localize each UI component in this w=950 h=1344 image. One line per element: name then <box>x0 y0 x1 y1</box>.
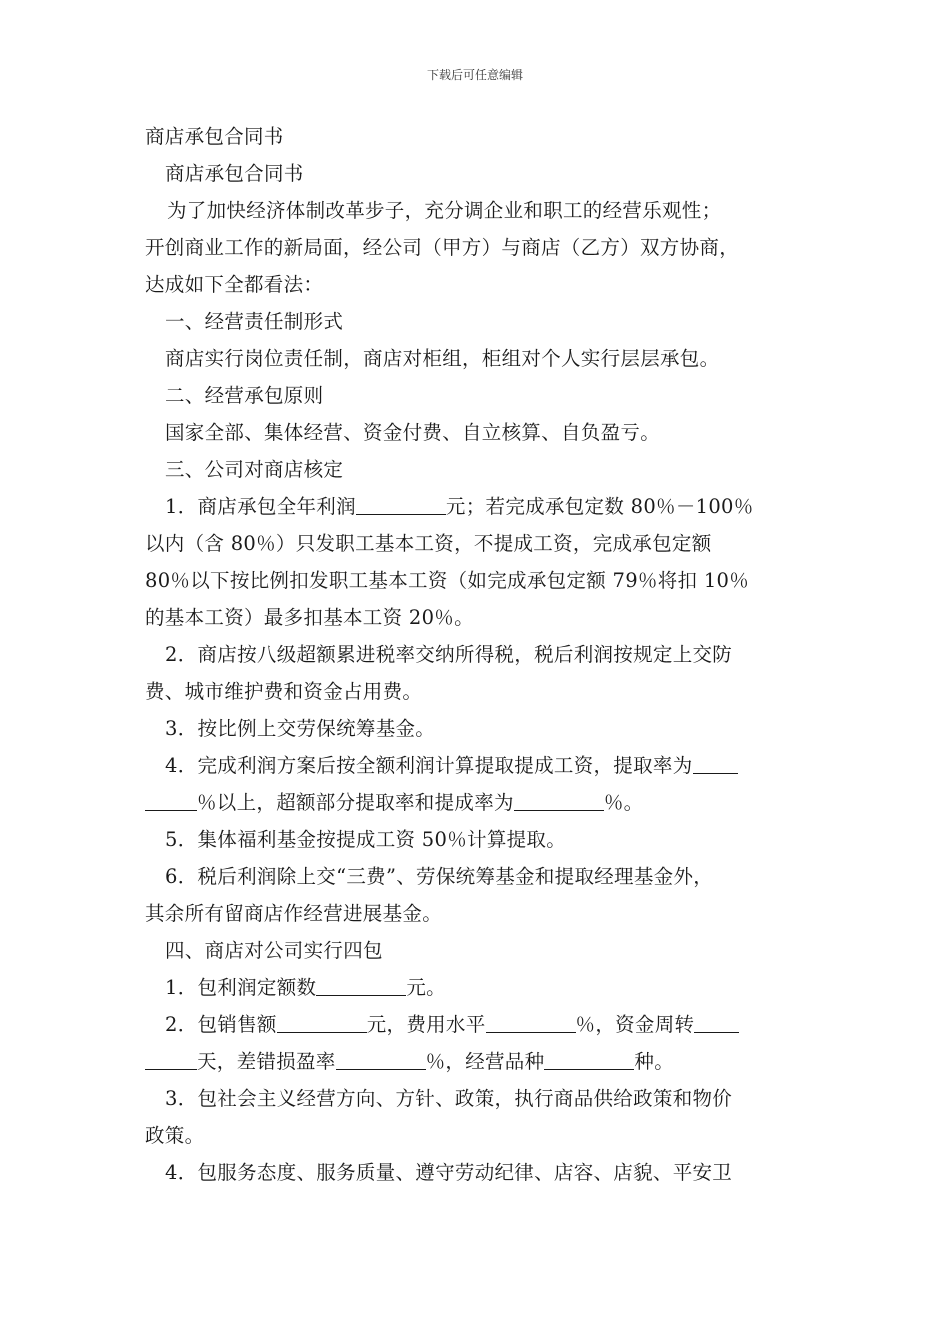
s3-item-1-text-a: 1．商店承包全年利润 <box>165 495 356 518</box>
s3-item-4-line-2 <box>145 784 825 821</box>
s4-item-2-text-d: 天，差错损盈率 <box>197 1050 336 1073</box>
s3-item-4-text-b: ％以上，超额部分提取率和提成率为 <box>197 791 514 814</box>
page-header: 下载后可任意编辑 <box>426 68 523 82</box>
intro-line-1: 为了加快经济体制改革步子，充分调企业和职工的经营乐观性； <box>167 199 722 222</box>
s4-item-2-text-e: ％，经营品种 <box>425 1050 545 1073</box>
intro-line-2: 开创商业工作的新局面，经公司（甲方）与商店（乙方）双方协商， <box>145 236 740 259</box>
s3-item-4-line-1 <box>145 747 825 784</box>
document-subtitle: 商店承包合同书 <box>165 162 304 185</box>
s4-item-1 <box>145 969 825 1006</box>
s4-item-2-line-2 <box>145 1043 825 1080</box>
fill-in-blank <box>544 1047 634 1070</box>
section-4-heading: 四、商店对公司实行四包 <box>165 939 383 962</box>
fill-in-blank <box>316 973 406 996</box>
s3-item-1-line-1 <box>145 488 825 525</box>
s3-item-1-text-b: 元；若完成承包定数 80％－100％ <box>445 495 754 518</box>
section-3-heading: 三、公司对商店核定 <box>165 458 344 481</box>
s4-item-2-line-1 <box>145 1006 825 1043</box>
fill-in-blank <box>694 1010 739 1033</box>
section-2-text: 国家全部、集体经营、资金付费、自立核算、自负盈亏。 <box>165 421 661 444</box>
s3-item-3: 3．按比例上交劳保统筹基金。 <box>165 717 436 740</box>
section-1-text: 商店实行岗位责任制，商店对柜组，柜组对个人实行层层承包。 <box>165 347 720 370</box>
s3-item-1-line-2: 以内（含 80％）只发职工基本工资，不提成工资，完成承包定额 <box>145 532 712 555</box>
s3-item-2-line-2: 费、城市维护费和资金占用费。 <box>145 680 423 703</box>
section-2-heading: 二、经营承包原则 <box>165 384 324 407</box>
s4-item-2-text-a: 2．包销售额 <box>165 1013 277 1036</box>
s4-item-3-line-1: 3．包社会主义经营方向、方针、政策，执行商品供给政策和物价 <box>165 1087 733 1110</box>
s3-item-5: 5．集体福利基金按提成工资 50％计算提取。 <box>165 828 567 851</box>
s4-item-3-line-2: 政策。 <box>145 1124 205 1147</box>
s4-item-2-text-b: 元，费用水平 <box>366 1013 486 1036</box>
fill-in-blank <box>486 1010 576 1033</box>
fill-in-blank <box>356 492 446 515</box>
s3-item-2-line-1: 2．商店按八级超额累进税率交纳所得税，税后利润按规定上交防 <box>165 643 733 666</box>
document-body <box>145 118 825 1191</box>
s4-item-2-text-c: ％，资金周转 <box>575 1013 695 1036</box>
s4-item-4: 4．包服务态度、服务质量、遵守劳动纪律、店容、店貌、平安卫 <box>165 1161 733 1184</box>
intro-line-3: 达成如下全都看法： <box>145 273 324 296</box>
document-title: 商店承包合同书 <box>145 125 284 148</box>
fill-in-blank <box>145 788 197 811</box>
s4-item-1-text-b: 元。 <box>406 976 446 999</box>
s3-item-4-text-a: 4．完成利润方案后按全额利润计算提取提成工资，提取率为 <box>165 754 693 777</box>
s3-item-1-line-3: 80％以下按比例扣发职工基本工资（如完成承包定额 79％将扣 10％ <box>145 569 750 592</box>
s4-item-2-text-f: 种。 <box>634 1050 675 1073</box>
fill-in-blank <box>514 788 604 811</box>
s3-item-4-text-c: ％。 <box>603 791 644 814</box>
fill-in-blank <box>336 1047 426 1070</box>
s3-item-6-line-2: 其余所有留商店作经营进展基金。 <box>145 902 443 925</box>
section-1-heading: 一、经营责任制形式 <box>165 310 344 333</box>
fill-in-blank <box>693 751 738 774</box>
fill-in-blank <box>145 1047 197 1070</box>
s3-item-1-line-4: 的基本工资）最多扣基本工资 20％。 <box>145 606 474 629</box>
s4-item-1-text-a: 1．包利润定额数 <box>165 976 317 999</box>
s3-item-6-line-1: 6．税后利润除上交“三费”、劳保统筹基金和提取经理基金外， <box>165 865 714 888</box>
fill-in-blank <box>277 1010 367 1033</box>
